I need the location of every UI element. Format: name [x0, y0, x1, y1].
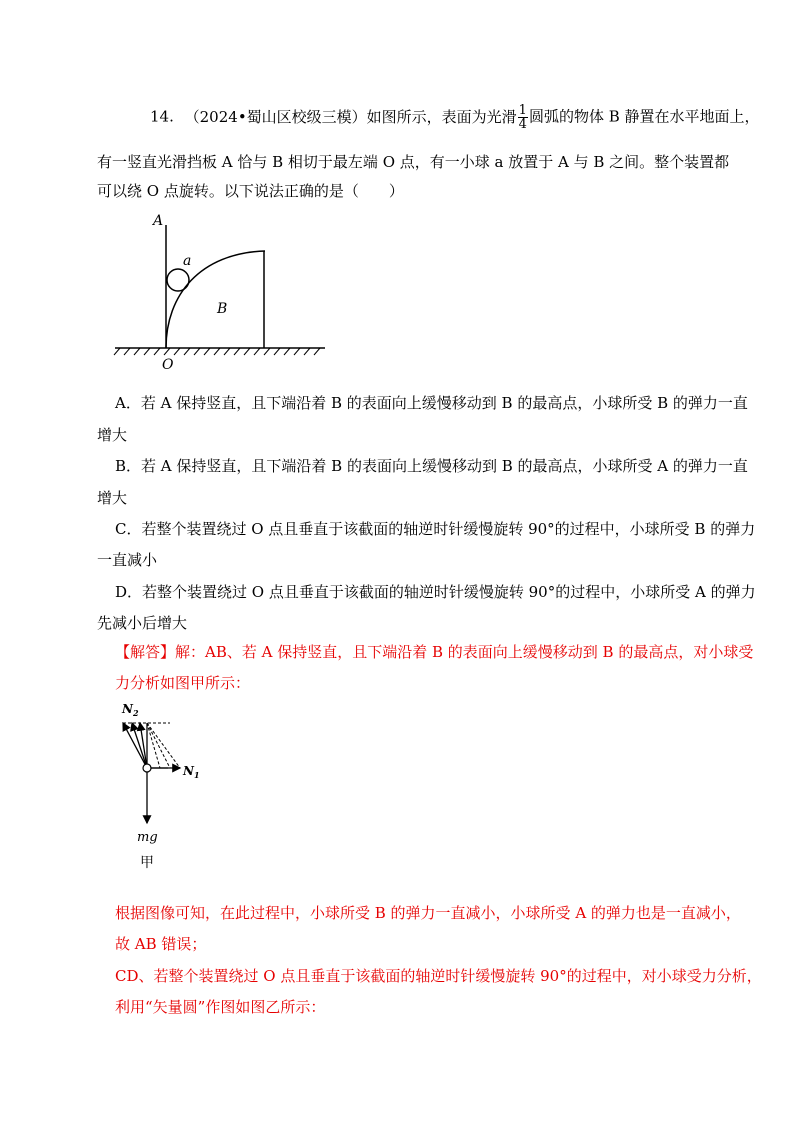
option-C-line-1: C．若整个装置绕过 O 点且垂直于该截面的轴逆时针缓慢旋转 90°的过程中，小球所受 B 的弹力: [115, 520, 756, 538]
label-O: O: [162, 357, 174, 373]
option-C-line-2: 一直减小: [97, 551, 158, 569]
question-line-1: [150, 104, 760, 131]
ball-center: [143, 764, 151, 772]
figure-force-diagram-jia: [110, 695, 220, 875]
N2-arrow-2: [132, 723, 147, 768]
option-A-line-1: A．若 A 保持竖直，且下端沿着 B 的表面向上缓慢移动到 B 的最高点，小球所受 B 的弹力一直: [115, 394, 748, 412]
quarter-arc-B: [166, 251, 265, 348]
label-mg: mg: [137, 830, 158, 845]
question-line-2: 有一竖直光滑挡板 A 恰与 B 相切于最左端 O 点，有一小球 a 放置于 A 与 B 之间。整个装置都: [97, 153, 730, 171]
answer-line-3: 根据图像可知，在此过程中，小球所受 B 的弹力一直减小，小球所受 A 的弹力也是一直减小，: [115, 904, 741, 922]
label-a: a: [183, 253, 192, 269]
label-N2: $N_2$: [122, 702, 139, 718]
option-B-line-2: 增大: [97, 489, 128, 507]
ground-hatching: [114, 348, 320, 355]
label-A: A: [153, 213, 164, 229]
ball-a: [167, 269, 189, 291]
dashed-construction: [123, 723, 180, 768]
figure-wall-arc-ball: [110, 205, 340, 375]
option-D-line-1: D．若整个装置绕过 O 点且垂直于该截面的轴逆时针缓慢旋转 90°的过程中，小球所受 A 的弹力: [115, 583, 756, 601]
question-source: （2024•蜀山区校级三模）如图所示，表面为光滑: [184, 107, 517, 126]
question-line-3: 可以绕 O 点旋转。以下说法正确的是（ ）: [97, 182, 404, 200]
question-number: 14.: [150, 107, 174, 126]
label-B: B: [217, 301, 228, 317]
figure-caption-jia: 甲: [140, 855, 154, 871]
answer-line-4: 故 AB 错误；: [115, 935, 207, 953]
answer-line-1: 【解答】解：AB、若 A 保持竖直，且下端沿着 B 的表面向上缓慢移动到 B 的最高点，对小球受: [115, 643, 754, 661]
question-line-1-tail: 圆弧的物体 B 静置在水平地面上，: [528, 107, 760, 126]
fraction-one-quarter: $\frac{1}{4}$: [518, 103, 527, 132]
answer-line-5: CD、若整个装置绕过 O 点且垂直于该截面的轴逆时针缓慢旋转 90°的过程中，对小球受力分析，: [115, 967, 762, 985]
answer-line-2: 力分析如图甲所示：: [115, 674, 251, 692]
answer-line-6: 利用“矢量圆”作图如图乙所示：: [115, 998, 326, 1016]
label-N1: $N_1$: [183, 764, 200, 780]
option-A-line-2: 增大: [97, 426, 128, 444]
option-D-line-2: 先减小后增大: [97, 614, 188, 632]
option-B-line-1: B．若 A 保持竖直，且下端沿着 B 的表面向上缓慢移动到 B 的最高点，小球所受 A 的弹力一直: [115, 457, 748, 475]
